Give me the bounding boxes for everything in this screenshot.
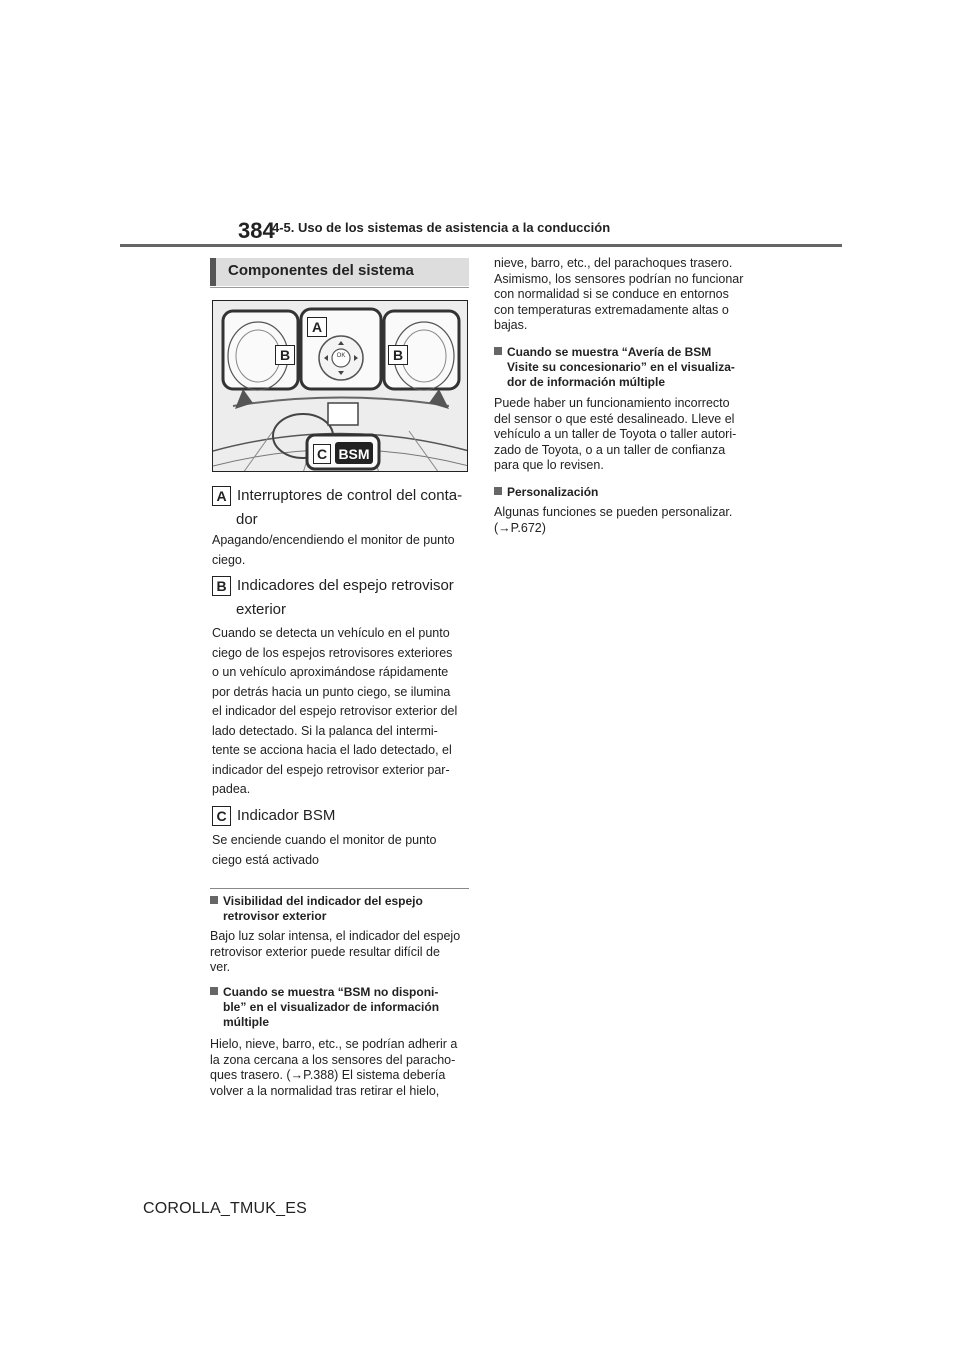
item-b-desc-line: ciego de los espejos retrovisores exteriores: [212, 645, 453, 660]
note-bsm-unavailable-heading: [210, 985, 472, 1030]
note-text-line: retrovisor exterior puede resultar difícil de: [210, 944, 440, 959]
item-b-description: [212, 624, 470, 800]
item-a-desc-line: ciego.: [212, 552, 246, 567]
item-b-heading: [212, 574, 454, 622]
note-visibility-heading: [210, 894, 472, 924]
square-bullet-icon: [210, 987, 218, 995]
notes-divider: [210, 888, 469, 889]
note-heading-line: Personalización: [507, 485, 599, 499]
item-a-title-line1: Interruptores de control del conta-: [237, 487, 463, 504]
item-a-desc-line: Apagando/encendiendo el monitor de punto: [212, 533, 455, 547]
figure-label-b-right: B: [388, 345, 408, 365]
section-title: Componentes del sistema: [228, 262, 414, 279]
note-heading-line: retrovisor exterior: [223, 909, 327, 923]
note-text-line: Puede haber un funcionamiento incorrecto: [494, 396, 730, 410]
note-text-line: vehículo a un taller de Toyota o taller autori-: [494, 427, 737, 441]
note-heading-line: Visite su concesionario” en el visualiza-: [507, 360, 735, 374]
item-a-letter: A: [212, 486, 231, 506]
note-customization-heading: [494, 485, 758, 500]
section-divider: [210, 287, 469, 288]
item-c-heading: [212, 804, 335, 828]
header-divider: [120, 244, 842, 247]
item-b-desc-line: lado detectado. Si la palanca del intermi-: [212, 723, 438, 738]
note-heading-line: dor de información múltiple: [507, 375, 666, 389]
figure-label-a: A: [307, 317, 327, 337]
continued-text: [494, 256, 756, 334]
item-c-desc-line: Se enciende cuando el monitor de punto: [212, 833, 437, 847]
item-a-heading: [212, 484, 462, 532]
note-text-line: bajas.: [494, 318, 528, 332]
note-text-line: zado de Toyota, o a un taller de confianza: [494, 442, 726, 457]
item-a-title-line2: dor: [236, 511, 258, 528]
note-text-line: para que lo revisen.: [494, 458, 604, 472]
ok-button-label: OK: [336, 353, 346, 359]
note-text-line: del sensor o que esté desalineado. Lleve el: [494, 411, 735, 426]
note-bsm-fault-heading: [494, 345, 758, 390]
note-bsm-fault-text: [494, 396, 758, 474]
section-heading: [210, 258, 469, 286]
page-number: 384: [238, 218, 275, 243]
note-bsm-unavailable-text: [210, 1037, 472, 1099]
note-text-line: nieve, barro, etc., del parachoques trasero.: [494, 256, 733, 270]
item-c-description: [212, 831, 470, 870]
item-b-title-line1: Indicadores del espejo retrovisor: [237, 577, 454, 594]
square-bullet-icon: [210, 896, 218, 904]
note-heading-line: múltiple: [223, 1015, 270, 1029]
note-text-line: con temperaturas extremadamente altas o: [494, 302, 729, 317]
note-visibility-text: [210, 929, 472, 976]
note-text-line: la zona cercana a los sensores del paracho-: [210, 1052, 456, 1067]
chapter-title: 4-5. Uso de los sistemas de asistencia a la conducción: [272, 220, 611, 235]
note-text-line: Asimismo, los sensores podrían no funcionar: [494, 271, 744, 286]
note-heading-line: ble” en el visualizador de información: [223, 1000, 440, 1014]
figure-label-b-left: B: [275, 345, 295, 365]
note-text-line: ver.: [210, 960, 231, 974]
item-b-desc-line: o un vehículo aproximándose rápidamente: [212, 665, 449, 679]
dashboard-illustration: [212, 300, 468, 472]
page-reference-link[interactable]: (→P.672): [494, 520, 546, 535]
item-a-description: [212, 531, 470, 570]
note-text-line: con normalidad si se conduce en entornos: [494, 287, 729, 301]
square-bullet-icon: [494, 487, 502, 495]
note-text-line: Hielo, nieve, barro, etc., se podrían adherir a: [210, 1037, 458, 1051]
note-heading-line: Visibilidad del indicador del espejo: [223, 894, 423, 908]
item-b-desc-line: por detrás hacia un punto ciego, se ilumina: [212, 684, 451, 699]
item-b-letter: B: [212, 576, 231, 596]
item-b-desc-line: indicador del espejo retrovisor exterior par-: [212, 762, 450, 777]
item-c-title-line1: Indicador BSM: [237, 807, 336, 824]
item-c-desc-line: ciego está activado: [212, 852, 320, 867]
note-customization-text: [494, 505, 758, 536]
item-b-desc-line: el indicador del espejo retrovisor exterior del: [212, 704, 458, 718]
note-text-line: Bajo luz solar intensa, el indicador del espejo: [210, 929, 461, 943]
document-id: COROLLA_TMUK_ES: [143, 1200, 307, 1217]
bsm-indicator-label: BSM: [338, 446, 370, 462]
note-heading-line: Cuando se muestra “BSM no disponi-: [223, 985, 439, 999]
square-bullet-icon: [494, 347, 502, 355]
item-b-desc-line: padea.: [212, 782, 251, 796]
item-b-desc-line: Cuando se detecta un vehículo en el punto: [212, 626, 450, 640]
figure-label-c: C: [313, 444, 331, 464]
item-b-title-line2: exterior: [236, 601, 287, 618]
item-c-letter: C: [212, 806, 231, 826]
note-text-line: Algunas funciones se pueden personalizar.: [494, 505, 733, 519]
note-text-line: ques trasero. (→P.388) El sistema debería: [210, 1068, 446, 1082]
note-heading-line: Cuando se muestra “Avería de BSM: [507, 345, 712, 359]
item-b-desc-line: tente se acciona hacia el lado detectado, el: [212, 743, 452, 757]
note-text-line: volver a la normalidad tras retirar el hielo,: [210, 1083, 440, 1098]
